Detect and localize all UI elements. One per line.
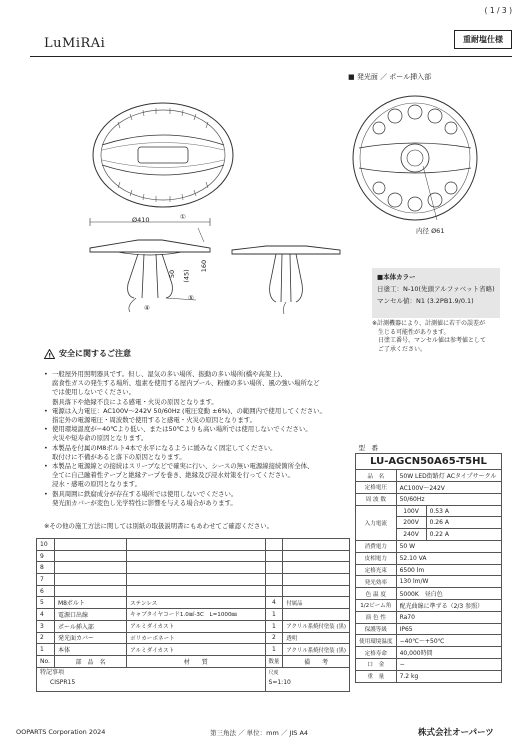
parts-header-no: No. — [37, 655, 55, 667]
parts-name: ポール挿入部 — [54, 620, 126, 632]
parts-row — [37, 562, 350, 574]
safety-item: 火災や短寿命の原因となります。 — [52, 434, 148, 443]
color-note-line: 生じる可能性があります。 — [372, 328, 450, 336]
spec-row — [356, 611, 502, 623]
parts-name: 本体 — [54, 644, 126, 656]
color-note-line: ご了承ください。 — [372, 345, 427, 353]
footer-copyright: OOPARTS Corporation 2024 — [16, 728, 106, 736]
parts-no: 2 — [37, 632, 55, 644]
spec-key: 色 温 度 — [356, 588, 397, 600]
special-value: CISPR15 — [50, 678, 76, 686]
spec-key: 演 色 性 — [356, 611, 397, 623]
parts-header-qty: 数量 — [265, 655, 283, 667]
parts-note: 付属品 — [283, 597, 350, 609]
parts-no: 6 — [37, 585, 55, 597]
parts-no: 3 — [37, 620, 55, 632]
scale-cell — [265, 667, 349, 691]
spec-value: 52.10 VA — [396, 552, 501, 564]
parts-cell — [127, 574, 265, 586]
parts-no: 9 — [37, 550, 55, 562]
spec-row — [356, 588, 502, 600]
safety-item: 取付けに不備があると落下の原因となります。 — [52, 452, 186, 461]
parts-row — [37, 550, 350, 562]
spec-row — [356, 623, 502, 635]
parts-no: 10 — [37, 539, 55, 551]
spec-model: LU-AGCN50A65-T5HL — [356, 454, 502, 470]
parts-header-material: 材 質 — [127, 655, 265, 667]
parts-cell — [283, 574, 350, 586]
spec-key: 定格寿命 — [356, 647, 397, 659]
parts-material: ポリカーボネート — [127, 632, 265, 644]
parts-qty: 1 — [265, 644, 283, 656]
spec-key: 保護等級 — [356, 623, 397, 635]
spec-value: 50/60Hz — [396, 493, 501, 505]
parts-cell — [283, 539, 350, 551]
parts-cell — [283, 550, 350, 562]
parts-no: 4 — [37, 609, 55, 621]
spec-value: 50 W — [396, 541, 501, 553]
spec-key: 重 量 — [356, 670, 397, 682]
parts-cell — [127, 562, 265, 574]
parts-cell — [54, 562, 126, 574]
parts-row — [37, 620, 350, 632]
spec-key: 入力電流 — [356, 505, 397, 540]
scale-label: 尺度 — [268, 669, 279, 676]
spec-key: 発光効率 — [356, 576, 397, 588]
inner-diameter-label: 内径 Ø61 — [416, 227, 445, 235]
safety-item: • 器具周囲に鉄腐成分が存在する場所では使用しないでください。 — [44, 490, 369, 499]
dim-width: Ø410 — [132, 216, 150, 224]
spec-row — [356, 552, 502, 564]
safety-item: • 本製品と電源線との接続はスリーブなどで確実に行い、シースの無い電源線接続箇所全体、 — [44, 462, 369, 471]
parts-no: 5 — [37, 597, 55, 609]
safety-item: • 使用環境温度が−40℃より低い、または50℃よりも高い場所では使用しないでください。 — [44, 425, 369, 434]
spec-key: 消費電力 — [356, 541, 397, 553]
parts-qty: 2 — [265, 632, 283, 644]
spec-key: 使用環境温度 — [356, 635, 397, 647]
parts-cell — [283, 585, 350, 597]
safety-item: 指定外の電源電圧・周波数で使用すると感電・火災の原因となります。 — [52, 416, 256, 425]
safety-item: • 電源は入力電圧：AC100V〜242V 50/60Hz (電圧変動 ±6%)、の範囲内で使用してください。 — [44, 407, 369, 416]
spec-row — [356, 670, 502, 682]
color-box-title: ■本体カラー — [377, 273, 416, 281]
safety-item: 浸水・感電の原因となります。 — [52, 480, 141, 489]
spec-value: 6500 lm — [396, 564, 501, 576]
parts-header-row — [37, 655, 350, 667]
parts-row — [37, 574, 350, 586]
parts-name: 電源口出線 — [54, 609, 126, 621]
parts-cell — [127, 585, 265, 597]
parts-material: キャブタイヤコード1.0㎟-3C L=1000㎜ — [127, 609, 265, 621]
safety-item: 器具落下や絶縁不良による感電・火災の原因となります。 — [52, 397, 218, 406]
safety-list — [44, 370, 369, 508]
parts-qty: 4 — [265, 597, 283, 609]
parts-note: 透明 — [283, 632, 350, 644]
safety-title — [44, 348, 131, 359]
parts-name: 発光面カバー — [54, 632, 126, 644]
parts-cell — [283, 562, 350, 574]
spec-row — [356, 576, 502, 588]
spec-row — [356, 564, 502, 576]
parts-row — [37, 644, 350, 656]
side-view-drawing — [78, 214, 218, 314]
parts-table — [36, 538, 350, 692]
spec-value: −40℃〜+50℃ — [396, 635, 501, 647]
parts-cell — [265, 562, 283, 574]
color-note-line: 日塗工番号、マンセル値は参考値として — [372, 337, 487, 344]
page-number: ( 1 / 3 ) — [484, 6, 512, 15]
parts-qty: 1 — [265, 609, 283, 621]
parts-cell — [265, 574, 283, 586]
parts-row — [37, 597, 350, 609]
parts-cell — [54, 574, 126, 586]
top-view-drawing — [88, 100, 238, 210]
spec-current-amp: 0.26 A — [426, 517, 501, 529]
parts-cell — [54, 585, 126, 597]
spec-value: AC100V〜242V — [396, 482, 501, 494]
body-color-box — [372, 268, 500, 318]
document-type-badge: 重耐塩仕様 — [454, 30, 512, 49]
parts-material: アルミダイカスト — [127, 644, 265, 656]
parts-note: アクリル系焼付塗装 (黒) — [283, 620, 350, 632]
brand-logo: LuMiRAi — [44, 36, 106, 51]
parts-header-note: 備 考 — [283, 655, 350, 667]
spec-key: 品 名 — [356, 470, 397, 482]
warning-icon — [44, 349, 55, 359]
parts-material: ステンレス — [127, 597, 265, 609]
callout-5: ⑤ — [188, 294, 194, 302]
parts-material: アルミダイカスト — [127, 620, 265, 632]
front-view-drawing — [226, 240, 346, 315]
safety-item: 全てに自己融着性テープと絶縁テープを巻き、絶縁及び浸水対策を行ってください。 — [52, 471, 294, 480]
spec-model-label: 型 番 — [356, 442, 502, 454]
spec-row — [356, 493, 502, 505]
parts-header-name: 部 品 名 — [54, 655, 126, 667]
spec-value: 130 lm/W — [396, 576, 501, 588]
spec-key: 1/2ビーム角 — [356, 600, 397, 612]
spec-value: 7.2 kg — [396, 670, 501, 682]
spec-row — [356, 482, 502, 494]
spec-row — [356, 647, 502, 659]
spec-row — [356, 659, 502, 671]
spec-value: IP65 — [396, 623, 501, 635]
spec-value: Ra70 — [396, 611, 501, 623]
spec-key: 定格電圧 — [356, 482, 397, 494]
parts-cell — [265, 585, 283, 597]
parts-qty: 1 — [265, 620, 283, 632]
spec-current-voltage: 200V — [396, 517, 426, 529]
parts-cell — [54, 550, 126, 562]
spec-current-amp: 0.22 A — [426, 529, 501, 541]
footer-company: 株式会社オーパーツ — [418, 728, 494, 738]
safety-item: • 本製品を付属のM8ボルト4本で水平になるように緩みなく固定してください。 — [44, 444, 369, 453]
safety-title-text: 安全に関するご注意 — [59, 349, 131, 358]
spec-row — [356, 541, 502, 553]
color-box-line1: 日塗工：N-10(先頭アルファベット省略) — [377, 285, 495, 293]
spec-key: 定格光束 — [356, 564, 397, 576]
parts-no: 8 — [37, 562, 55, 574]
spec-row — [356, 470, 502, 482]
parts-row — [37, 609, 350, 621]
safety-item: 発光面カバーが変色し光学特性に影響を与える場合があります。 — [52, 498, 237, 507]
spec-key: 周 波 数 — [356, 493, 397, 505]
spec-table — [355, 442, 502, 683]
footer-projection: 第三角法 ／ 単位：mm ／ JIS A4 — [210, 729, 309, 737]
spec-value: − — [396, 659, 501, 671]
parts-note — [283, 609, 350, 621]
color-note — [372, 320, 502, 354]
parts-no: 1 — [37, 644, 55, 656]
svg-text:!: ! — [48, 352, 52, 359]
spec-current-amp: 0.53 A — [426, 505, 501, 517]
scale-value: S=1:10 — [268, 678, 291, 686]
spec-current-voltage: 240V — [396, 529, 426, 541]
special-label: 特記事項 — [40, 668, 65, 676]
spec-value: 40,000時間 — [396, 647, 501, 659]
parts-cell — [265, 539, 283, 551]
safety-item: では使用しないでください。 — [52, 388, 136, 397]
spec-model-label-row — [356, 442, 502, 454]
parts-cell — [127, 539, 265, 551]
spec-value: 5000K 昼白色 — [396, 588, 501, 600]
safety-item: 腐食性ガスの発生する場所、塩素を使用する屋内プール、粉塵の多い場所、風の強い場所など — [52, 379, 320, 388]
spec-key: 皮相電力 — [356, 552, 397, 564]
special-notes — [37, 667, 266, 691]
spec-value: 配光曲線に準ずる（2/3 参照） — [396, 600, 501, 612]
parts-cell — [127, 550, 265, 562]
callout-1: ① — [180, 213, 186, 221]
parts-note: アクリル系焼付塗装 (黒) — [283, 644, 350, 656]
spec-value: 50W LED街路灯 ACタイプサークル — [396, 470, 501, 482]
color-box-line2: マンセル値：N1 (3.2PB1.9/0.1) — [377, 297, 474, 305]
callout-4: ④ — [144, 304, 150, 312]
color-note-line: ※計測機器により、計測値に若干の誤差が — [372, 320, 486, 327]
safety-item: • 一般屋外用照明器具です。但し、湿気の多い場所、振動の多い場所(橋や高架上)、 — [44, 370, 369, 379]
dim-50: 50 — [168, 269, 177, 279]
spec-key: 口 金 — [356, 659, 397, 671]
dim-45: (45) — [182, 269, 191, 283]
parts-row — [37, 539, 350, 551]
bottom-view-drawing — [345, 88, 485, 228]
spec-row — [356, 635, 502, 647]
installation-note: ※その他の施工方法に関しては別紙の取扱説明書にもあわせてご確認ください。 — [44, 522, 274, 530]
parts-cell — [265, 550, 283, 562]
spec-model-row — [356, 454, 502, 470]
spec-current-row — [356, 505, 502, 517]
spec-row — [356, 600, 502, 612]
parts-name: M8ボルト — [54, 597, 126, 609]
dim-160: 160 — [200, 259, 209, 273]
parts-row — [37, 585, 350, 597]
spec-current-voltage: 100V — [396, 505, 426, 517]
parts-special-row — [37, 667, 350, 691]
parts-no: 7 — [37, 574, 55, 586]
parts-cell — [54, 539, 126, 551]
section-label: ■ 発光面 ／ ポール挿入部 — [348, 73, 432, 81]
header-rule — [30, 56, 512, 57]
parts-row — [37, 632, 350, 644]
